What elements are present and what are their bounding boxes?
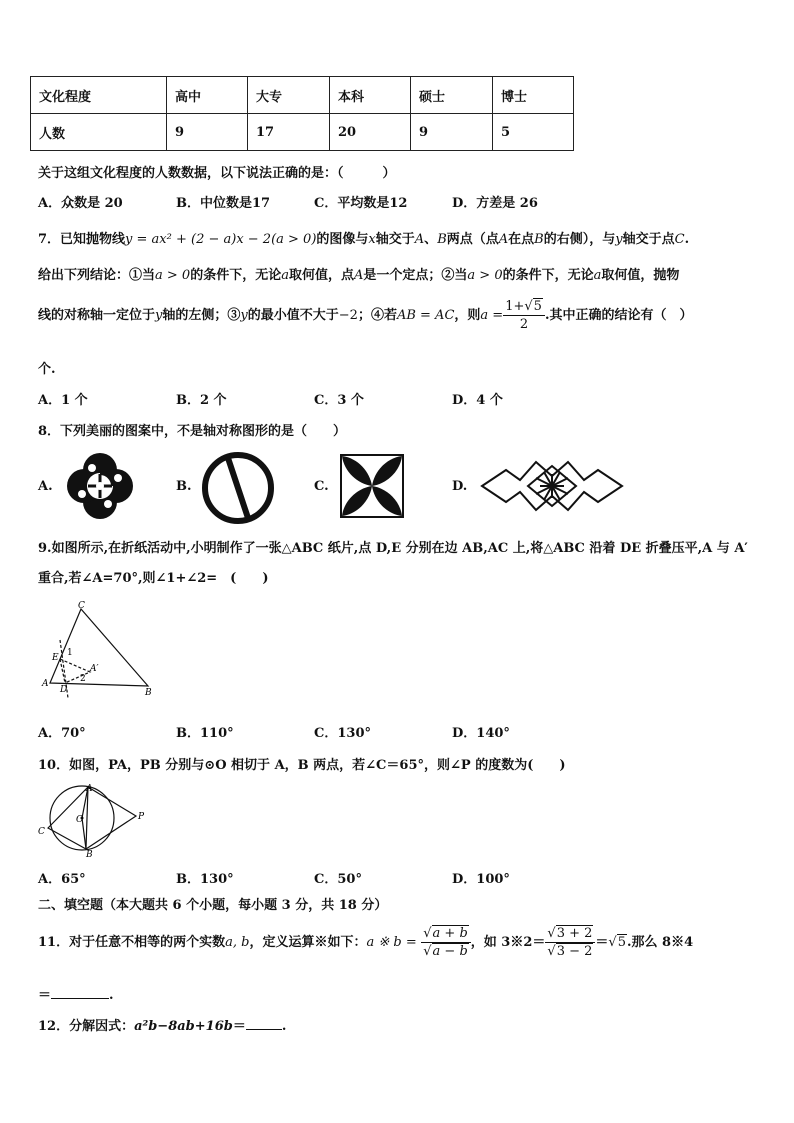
- table-cell: 5: [493, 114, 574, 151]
- q11-answer-blank[interactable]: [51, 998, 109, 999]
- pattern-c-icon: [340, 454, 404, 518]
- q7-option-b: B．2 个: [176, 393, 227, 408]
- q6-option-d: D．方差是 26: [452, 196, 538, 211]
- q8-label-a: A.: [38, 479, 53, 494]
- table-cell: 人数: [31, 114, 167, 151]
- q9-option-d: D．140°: [452, 726, 510, 741]
- q9-option-a: A．70°: [38, 726, 86, 741]
- pattern-a-icon: [66, 452, 134, 520]
- q9-line2: 重合,若∠A=70°,则∠1+∠2= ( ): [38, 571, 269, 586]
- pattern-b-icon: [200, 450, 276, 526]
- q7-option-c: C．3 个: [314, 393, 364, 408]
- q7-fraction: $\frac{1+√5}{2}$: [503, 300, 545, 331]
- q11-answer-line: ＝ .: [38, 988, 114, 1003]
- q11-example-fraction: $\frac{√3 + 2}{√3 - 2}$: [545, 927, 595, 958]
- q9-label-c: C: [78, 601, 85, 611]
- table-cell: 文化程度: [31, 77, 167, 114]
- q10-label-p: P: [138, 812, 145, 822]
- table-cell: 硕士: [411, 77, 493, 114]
- q9-option-c: C．130°: [314, 726, 371, 741]
- q7-line3: 线的对称轴一定位于y轴的左侧；③y的最小值不大于−2；④若AB = AC，则a = $\frac{1+√5}{2}$ .其中正确的结论有（ ）: [38, 299, 693, 332]
- q10-label-o: O: [76, 815, 84, 825]
- q6-stem: 关于这组文化程度的人数数据，以下说法正确的是：（ ）: [38, 166, 396, 181]
- q9-label-a-prime: A′: [90, 664, 99, 674]
- q10-circle-figure: [36, 782, 150, 858]
- q10-label-c: C: [38, 827, 45, 837]
- q7-line2: 给出下列结论：①当a > 0的条件下，无论a取何值，点A是一个定点；②当a > 0的条件下，无论a取何值，抛物: [38, 268, 680, 283]
- q10-option-c: C．50°: [314, 872, 362, 887]
- q10-option-a: A．65°: [38, 872, 86, 887]
- q10-option-d: D．100°: [452, 872, 510, 887]
- q9-triangle-figure: [38, 600, 158, 700]
- q7-option-d: D．4 个: [452, 393, 503, 408]
- pattern-d-icon: [480, 458, 624, 514]
- table-cell: 大专: [248, 77, 330, 114]
- table-cell: 17: [248, 114, 330, 151]
- q9-option-b: B．110°: [176, 726, 234, 741]
- q10-option-b: B．130°: [176, 872, 234, 887]
- table-cell: 本科: [330, 77, 411, 114]
- q9-label-e: E: [52, 653, 59, 663]
- table-header-row: [31, 77, 574, 114]
- education-table: [30, 76, 574, 151]
- table-cell: 博士: [493, 77, 574, 114]
- table-cell: 高中: [167, 77, 248, 114]
- table-row: [31, 114, 574, 151]
- q8-label-b: B.: [176, 479, 192, 494]
- q6-option-c: C．平均数是12: [314, 196, 408, 211]
- q9-label-d: D: [60, 685, 68, 695]
- q9-label-b: B: [145, 688, 152, 698]
- q6-option-a: A．众数是 20: [38, 196, 123, 211]
- q12-answer-blank[interactable]: [246, 1029, 282, 1030]
- table-cell: 9: [167, 114, 248, 151]
- q10-label-a: A: [86, 784, 93, 794]
- q9-line1: 9.如图所示,在折纸活动中,小明制作了一张△ABC 纸片,点 D,E 分别在边 AB,AC 上,将△ABC 沿着 DE 折叠压平,A 与 A′: [38, 541, 748, 556]
- q9-label-1: 1: [67, 648, 73, 658]
- q9-label-a: A: [42, 679, 49, 689]
- q7-line1: 7．已知抛物线y = ax² + (2 − a)x − 2(a > 0)的图像与x轴交于A、B两点（点A在点B的右侧），与y轴交于点C.: [38, 232, 690, 247]
- q7-line4: 个.: [38, 362, 56, 377]
- q10-stem: 10．如图，PA，PB 分别与⊙O 相切于 A，B 两点，若∠C＝65°，则∠P 的度数为( ): [38, 758, 566, 773]
- table-cell: 9: [411, 114, 493, 151]
- q6-option-b: B．中位数是17: [176, 196, 271, 211]
- q10-label-b: B: [86, 850, 93, 858]
- q8-label-c: C.: [314, 479, 329, 494]
- q9-label-2: 2: [80, 674, 86, 684]
- q8-stem: 8．下列美丽的图案中，不是轴对称图形的是（ ）: [38, 424, 347, 439]
- table-cell: 20: [330, 114, 411, 151]
- q7-option-a: A．1 个: [38, 393, 88, 408]
- q12-line: 12．分解因式：a²b−8ab+16b＝ .: [38, 1019, 287, 1034]
- q11-line1: 11．对于任意不相等的两个实数a, b，定义运算※如下：a ※ b = $\frac{√a + b}{√a - b}$ ，如 3※2＝ $\frac{√3 + 2}{√3 - 2}$ ＝√5.那么 8※4: [38, 926, 694, 959]
- q8-label-d: D.: [452, 479, 468, 494]
- section-title: 二、填空题（本大题共 6 个小题，每小题 3 分，共 18 分）: [38, 898, 388, 913]
- q11-fraction: $\frac{√a + b}{√a - b}$: [421, 927, 471, 958]
